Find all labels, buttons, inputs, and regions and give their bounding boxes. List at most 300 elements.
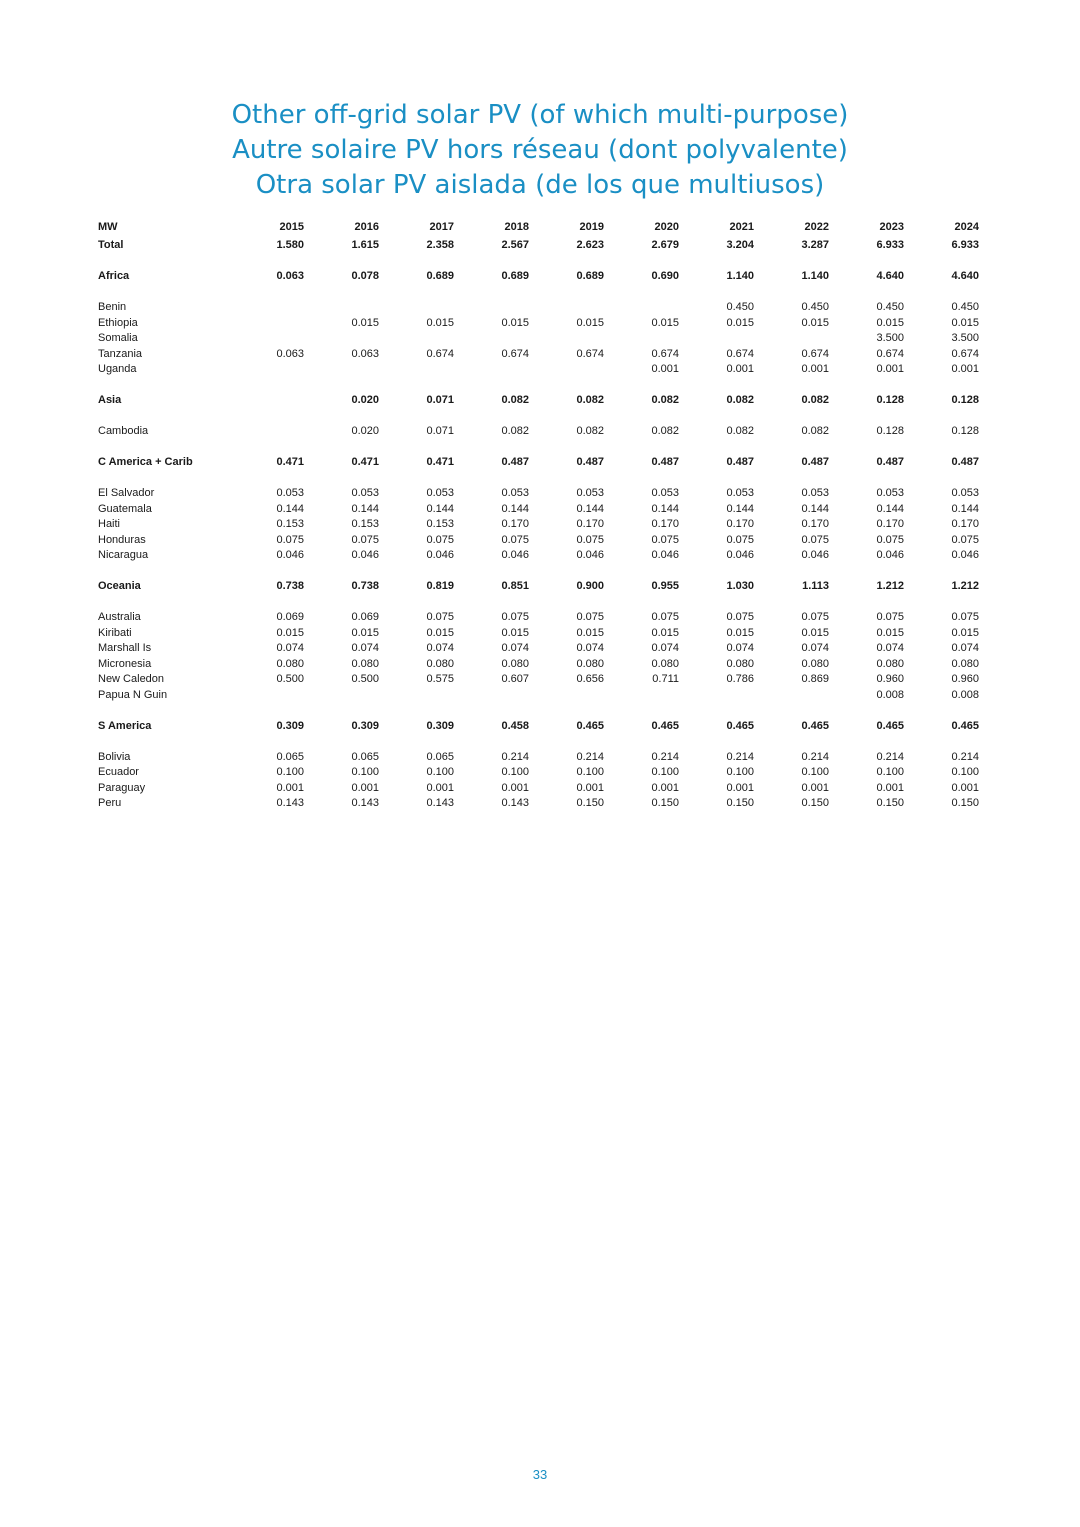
country-row <box>94 672 982 688</box>
country-row <box>94 347 982 363</box>
value-cell: 0.053 <box>351 487 379 499</box>
row-label: Bolivia <box>98 750 131 763</box>
value-cell: 0.046 <box>501 549 529 561</box>
country-row <box>94 796 982 812</box>
value-cell: 0.053 <box>426 487 454 499</box>
value-cell: 0.465 <box>876 719 904 732</box>
value-cell: 0.144 <box>576 502 604 515</box>
value-cell: 0.082 <box>801 425 829 437</box>
value-cell: 0.082 <box>501 425 529 437</box>
row-label: Cambodia <box>98 425 149 437</box>
value-cell: 0.143 <box>276 797 304 809</box>
value-cell: 0.689 <box>576 270 604 282</box>
value-cell: 0.458 <box>501 719 529 732</box>
value-cell <box>457 362 532 378</box>
value-cell: 0.080 <box>426 657 454 670</box>
value-cell <box>307 331 382 347</box>
value-cell: 0.074 <box>951 642 979 654</box>
country-row <box>94 316 982 332</box>
value-cell <box>682 688 757 704</box>
value-cell: 1.580 <box>276 239 304 251</box>
value-cell <box>607 688 682 704</box>
spacer-row <box>94 254 982 270</box>
value-cell: 0.015 <box>801 626 829 639</box>
value-cell <box>232 424 307 440</box>
value-cell: 0.450 <box>801 301 829 313</box>
value-cell: 0.080 <box>276 657 304 670</box>
spacer-row <box>94 564 982 580</box>
value-cell: 0.015 <box>726 316 754 329</box>
value-cell: 0.015 <box>426 316 454 329</box>
value-cell: 0.074 <box>351 642 379 654</box>
value-cell <box>607 300 682 316</box>
value-cell: 0.075 <box>501 611 529 623</box>
row-label: Kiribati <box>98 626 132 639</box>
value-cell <box>757 331 832 347</box>
country-row <box>94 362 982 378</box>
country-row <box>94 424 982 440</box>
value-cell: 0.100 <box>876 766 904 778</box>
year-header: 2022 <box>804 221 829 234</box>
value-cell: 1.030 <box>726 580 754 592</box>
value-cell: 0.100 <box>426 766 454 778</box>
value-cell: 0.738 <box>351 580 379 592</box>
value-cell: 0.046 <box>876 549 904 561</box>
value-cell: 0.150 <box>726 797 754 809</box>
value-cell: 0.143 <box>501 797 529 809</box>
value-cell: 0.075 <box>651 533 679 546</box>
value-cell: 0.053 <box>726 487 754 499</box>
value-cell: 0.001 <box>876 781 904 794</box>
value-cell <box>232 362 307 378</box>
value-cell: 0.069 <box>351 611 379 623</box>
value-cell: 6.933 <box>876 239 904 251</box>
value-cell: 0.074 <box>576 642 604 654</box>
country-row <box>94 750 982 766</box>
value-cell: 0.015 <box>576 626 604 639</box>
value-cell: 0.487 <box>576 456 604 468</box>
value-cell: 0.053 <box>651 487 679 499</box>
value-cell: 0.080 <box>351 657 379 670</box>
country-row <box>94 300 982 316</box>
value-cell: 0.015 <box>501 316 529 329</box>
value-cell: 0.001 <box>876 363 904 375</box>
value-cell: 0.065 <box>426 750 454 763</box>
value-cell: 0.170 <box>501 518 529 530</box>
value-cell: 0.100 <box>726 766 754 778</box>
value-cell: 0.069 <box>276 611 304 623</box>
value-cell: 0.674 <box>951 347 979 360</box>
row-label: Micronesia <box>98 657 152 670</box>
value-cell: 0.100 <box>276 766 304 778</box>
value-cell <box>457 300 532 316</box>
value-cell: 0.080 <box>501 657 529 670</box>
value-cell: 0.471 <box>276 456 304 468</box>
value-cell: 0.053 <box>876 487 904 499</box>
value-cell: 0.100 <box>351 766 379 778</box>
value-cell <box>532 331 607 347</box>
value-cell: 0.075 <box>876 611 904 623</box>
value-cell: 0.450 <box>876 301 904 313</box>
value-cell: 0.001 <box>801 781 829 794</box>
row-label: Somalia <box>98 332 138 344</box>
region-total-row <box>94 455 982 471</box>
value-cell: 0.955 <box>651 580 679 592</box>
value-cell: 0.074 <box>501 642 529 654</box>
value-cell: 0.008 <box>951 688 979 701</box>
row-label: Guatemala <box>98 502 152 515</box>
unit-header: MW <box>98 221 118 234</box>
value-cell: 0.075 <box>426 611 454 623</box>
value-cell: 0.015 <box>651 626 679 639</box>
value-cell: 0.078 <box>351 270 379 282</box>
value-cell: 0.082 <box>651 425 679 437</box>
spacer-row <box>94 440 982 456</box>
value-cell: 0.144 <box>876 502 904 515</box>
value-cell <box>232 393 307 409</box>
value-cell <box>532 688 607 704</box>
value-cell <box>532 362 607 378</box>
value-cell: 0.153 <box>276 518 304 530</box>
country-row <box>94 641 982 657</box>
value-cell: 0.960 <box>951 673 979 685</box>
value-cell: 0.065 <box>351 750 379 763</box>
value-cell <box>457 331 532 347</box>
value-cell: 0.471 <box>351 456 379 468</box>
title-english: Other off-grid solar PV (of which multi-purpose) <box>231 100 849 130</box>
value-cell: 0.471 <box>426 456 454 468</box>
value-cell: 3.287 <box>801 239 829 251</box>
row-label: Haiti <box>98 518 121 530</box>
region-total-row <box>94 393 982 409</box>
value-cell: 0.080 <box>576 657 604 670</box>
value-cell: 0.309 <box>351 719 379 732</box>
value-cell: 0.960 <box>876 673 904 685</box>
value-cell: 0.001 <box>351 781 379 794</box>
value-cell: 0.819 <box>426 580 454 592</box>
value-cell <box>382 300 457 316</box>
value-cell: 0.214 <box>576 750 604 763</box>
value-cell: 0.100 <box>951 766 979 778</box>
value-cell: 0.015 <box>801 316 829 329</box>
value-cell: 0.170 <box>651 518 679 530</box>
value-cell: 0.074 <box>876 642 904 654</box>
year-header: 2015 <box>279 221 304 234</box>
value-cell: 0.020 <box>351 425 379 437</box>
value-cell: 0.465 <box>801 719 829 732</box>
row-label: Total <box>98 239 124 251</box>
value-cell: 1.113 <box>802 580 829 592</box>
country-row <box>94 533 982 549</box>
value-cell: 0.046 <box>351 549 379 561</box>
year-header: 2021 <box>729 221 754 234</box>
value-cell: 0.080 <box>801 657 829 670</box>
value-cell: 0.015 <box>651 316 679 329</box>
value-cell: 0.046 <box>726 549 754 561</box>
row-label: Peru <box>98 797 122 809</box>
value-cell: 0.150 <box>801 797 829 809</box>
value-cell: 3.204 <box>726 239 754 251</box>
value-cell: 0.082 <box>726 425 754 437</box>
value-cell: 0.689 <box>501 270 529 282</box>
value-cell <box>307 300 382 316</box>
value-cell: 0.465 <box>951 719 979 732</box>
value-cell: 0.144 <box>651 502 679 515</box>
value-cell: 0.170 <box>576 518 604 530</box>
value-cell <box>382 688 457 704</box>
value-cell: 0.144 <box>426 502 454 515</box>
value-cell: 0.144 <box>726 502 754 515</box>
value-cell: 0.500 <box>351 673 379 685</box>
value-cell: 0.082 <box>576 394 604 406</box>
value-cell: 0.869 <box>801 673 829 685</box>
value-cell: 0.128 <box>876 394 904 406</box>
value-cell: 0.071 <box>426 394 454 406</box>
value-cell: 0.053 <box>951 487 979 499</box>
value-cell: 0.053 <box>276 487 304 499</box>
country-row <box>94 548 982 564</box>
value-cell: 0.075 <box>576 611 604 623</box>
value-cell: 0.689 <box>426 270 454 282</box>
value-cell: 0.001 <box>951 363 979 375</box>
value-cell: 0.046 <box>576 549 604 561</box>
value-cell <box>457 688 532 704</box>
title-spanish: Otra solar PV aislada (de los que multiusos) <box>255 170 825 200</box>
value-cell: 0.487 <box>501 456 529 468</box>
value-cell: 0.001 <box>726 363 754 375</box>
row-label: Tanzania <box>98 347 143 360</box>
value-cell: 0.170 <box>801 518 829 530</box>
spacer-row <box>94 595 982 611</box>
value-cell: 0.015 <box>276 626 304 639</box>
value-cell: 0.015 <box>876 316 904 329</box>
value-cell: 0.150 <box>876 797 904 809</box>
value-cell: 0.153 <box>351 518 379 530</box>
value-cell: 0.075 <box>801 611 829 623</box>
value-cell: 0.020 <box>351 394 379 406</box>
value-cell: 2.567 <box>501 239 529 251</box>
row-label: Marshall Is <box>98 642 152 654</box>
region-total-row <box>94 269 982 285</box>
value-cell: 0.100 <box>501 766 529 778</box>
value-cell: 0.053 <box>576 487 604 499</box>
value-cell: 0.075 <box>726 611 754 623</box>
region-total-row <box>94 238 982 254</box>
value-cell: 0.001 <box>576 781 604 794</box>
value-cell: 0.309 <box>276 719 304 732</box>
value-cell: 0.075 <box>276 533 304 546</box>
value-cell: 0.143 <box>351 797 379 809</box>
region-total-row <box>94 719 982 735</box>
value-cell: 0.015 <box>501 626 529 639</box>
row-label: Africa <box>98 270 130 282</box>
value-cell: 0.063 <box>276 270 304 282</box>
value-cell: 0.674 <box>426 347 454 360</box>
value-cell <box>682 331 757 347</box>
value-cell: 0.015 <box>576 316 604 329</box>
spacer-row <box>94 471 982 487</box>
value-cell: 0.575 <box>426 673 454 685</box>
value-cell: 0.150 <box>576 797 604 809</box>
value-cell: 0.015 <box>351 316 379 329</box>
value-cell: 3.500 <box>876 332 904 344</box>
value-cell: 0.214 <box>951 750 979 763</box>
value-cell <box>232 688 307 704</box>
value-cell: 0.075 <box>726 533 754 546</box>
value-cell: 0.674 <box>501 347 529 360</box>
value-cell: 0.100 <box>576 766 604 778</box>
row-label: Papua N Guin <box>98 688 168 701</box>
value-cell: 0.128 <box>951 425 979 437</box>
value-cell: 0.150 <box>651 797 679 809</box>
country-row <box>94 517 982 533</box>
value-cell: 1.140 <box>801 270 829 282</box>
value-cell: 0.214 <box>801 750 829 763</box>
value-cell: 0.046 <box>651 549 679 561</box>
value-cell: 4.640 <box>951 270 979 282</box>
value-cell: 2.679 <box>651 239 679 251</box>
value-cell: 0.690 <box>651 270 679 282</box>
row-label: Uganda <box>98 363 137 375</box>
row-label: S America <box>98 719 152 732</box>
value-cell: 0.711 <box>652 673 679 685</box>
value-cell: 0.450 <box>726 301 754 313</box>
year-header: 2016 <box>354 221 379 234</box>
value-cell: 0.465 <box>726 719 754 732</box>
value-cell: 0.046 <box>951 549 979 561</box>
value-cell: 0.015 <box>951 316 979 329</box>
country-row <box>94 626 982 642</box>
value-cell <box>382 362 457 378</box>
value-cell: 0.674 <box>576 347 604 360</box>
value-cell: 0.080 <box>876 657 904 670</box>
value-cell: 0.075 <box>576 533 604 546</box>
year-header: 2019 <box>579 221 604 234</box>
value-cell: 0.082 <box>651 394 679 406</box>
value-cell: 3.500 <box>951 332 979 344</box>
value-cell <box>382 331 457 347</box>
title-block <box>0 98 1080 203</box>
value-cell: 0.170 <box>726 518 754 530</box>
value-cell: 1.140 <box>726 270 754 282</box>
value-cell: 0.008 <box>876 688 904 701</box>
spacer-row <box>94 734 982 750</box>
value-cell: 0.053 <box>501 487 529 499</box>
value-cell: 0.075 <box>351 533 379 546</box>
value-cell: 0.071 <box>426 425 454 437</box>
value-cell: 0.674 <box>876 347 904 360</box>
year-header: 2017 <box>429 221 454 234</box>
spacer-row <box>94 703 982 719</box>
spacer-row <box>94 409 982 425</box>
value-cell: 0.487 <box>951 456 979 468</box>
country-row <box>94 331 982 347</box>
value-cell <box>232 331 307 347</box>
row-label: C America + Carib <box>98 456 193 468</box>
value-cell: 0.082 <box>726 394 754 406</box>
value-cell: 0.487 <box>651 456 679 468</box>
year-header: 2020 <box>654 221 679 234</box>
year-header: 2024 <box>954 221 979 234</box>
value-cell: 0.487 <box>801 456 829 468</box>
value-cell: 0.080 <box>726 657 754 670</box>
title-french: Autre solaire PV hors réseau (dont polyvalente) <box>232 135 848 165</box>
value-cell <box>307 362 382 378</box>
value-cell: 0.656 <box>576 673 604 685</box>
country-row <box>94 486 982 502</box>
value-cell: 0.080 <box>651 657 679 670</box>
value-cell: 0.001 <box>501 781 529 794</box>
value-cell: 1.615 <box>351 239 379 251</box>
country-row <box>94 657 982 673</box>
value-cell: 0.465 <box>576 719 604 732</box>
value-cell <box>307 688 382 704</box>
country-row <box>94 781 982 797</box>
value-cell: 0.100 <box>651 766 679 778</box>
value-cell: 0.487 <box>726 456 754 468</box>
value-cell: 1.212 <box>951 580 979 592</box>
value-cell: 0.065 <box>276 750 304 763</box>
value-cell: 0.063 <box>351 347 379 360</box>
value-cell: 0.075 <box>951 611 979 623</box>
value-cell: 0.170 <box>876 518 904 530</box>
value-cell: 0.082 <box>576 425 604 437</box>
value-cell: 0.607 <box>501 673 529 685</box>
value-cell: 0.080 <box>951 657 979 670</box>
row-label: Paraguay <box>98 781 146 794</box>
region-total-row <box>94 579 982 595</box>
page-number: 33 <box>532 1467 548 1482</box>
value-cell: 0.144 <box>276 502 304 515</box>
value-cell: 0.674 <box>726 347 754 360</box>
value-cell <box>607 331 682 347</box>
value-cell: 0.074 <box>426 642 454 654</box>
value-cell: 0.128 <box>951 394 979 406</box>
value-cell: 2.358 <box>426 239 454 251</box>
row-label: El Salvador <box>98 487 155 499</box>
year-header: 2023 <box>879 221 904 234</box>
value-cell: 0.214 <box>501 750 529 763</box>
value-cell: 0.074 <box>801 642 829 654</box>
value-cell: 0.075 <box>876 533 904 546</box>
value-cell: 0.074 <box>651 642 679 654</box>
value-cell: 0.150 <box>951 797 979 809</box>
row-label: Oceania <box>98 580 141 592</box>
value-cell: 0.153 <box>426 518 454 530</box>
value-cell: 0.214 <box>876 750 904 763</box>
value-cell: 0.074 <box>276 642 304 654</box>
value-cell: 0.046 <box>276 549 304 561</box>
value-cell: 0.170 <box>951 518 979 530</box>
value-cell: 1.212 <box>876 580 904 592</box>
value-cell: 0.143 <box>426 797 454 809</box>
value-cell: 0.015 <box>351 626 379 639</box>
value-cell: 0.738 <box>276 580 304 592</box>
value-cell: 0.128 <box>876 425 904 437</box>
value-cell <box>232 300 307 316</box>
value-cell: 0.075 <box>951 533 979 546</box>
value-cell: 0.015 <box>876 626 904 639</box>
value-cell: 4.640 <box>876 270 904 282</box>
spacer-row <box>94 285 982 301</box>
value-cell: 0.063 <box>276 347 304 360</box>
value-cell: 0.465 <box>651 719 679 732</box>
value-cell: 2.623 <box>576 239 604 251</box>
value-cell: 0.144 <box>501 502 529 515</box>
value-cell: 0.001 <box>651 781 679 794</box>
value-cell: 0.075 <box>426 533 454 546</box>
capacity-table <box>94 218 982 812</box>
